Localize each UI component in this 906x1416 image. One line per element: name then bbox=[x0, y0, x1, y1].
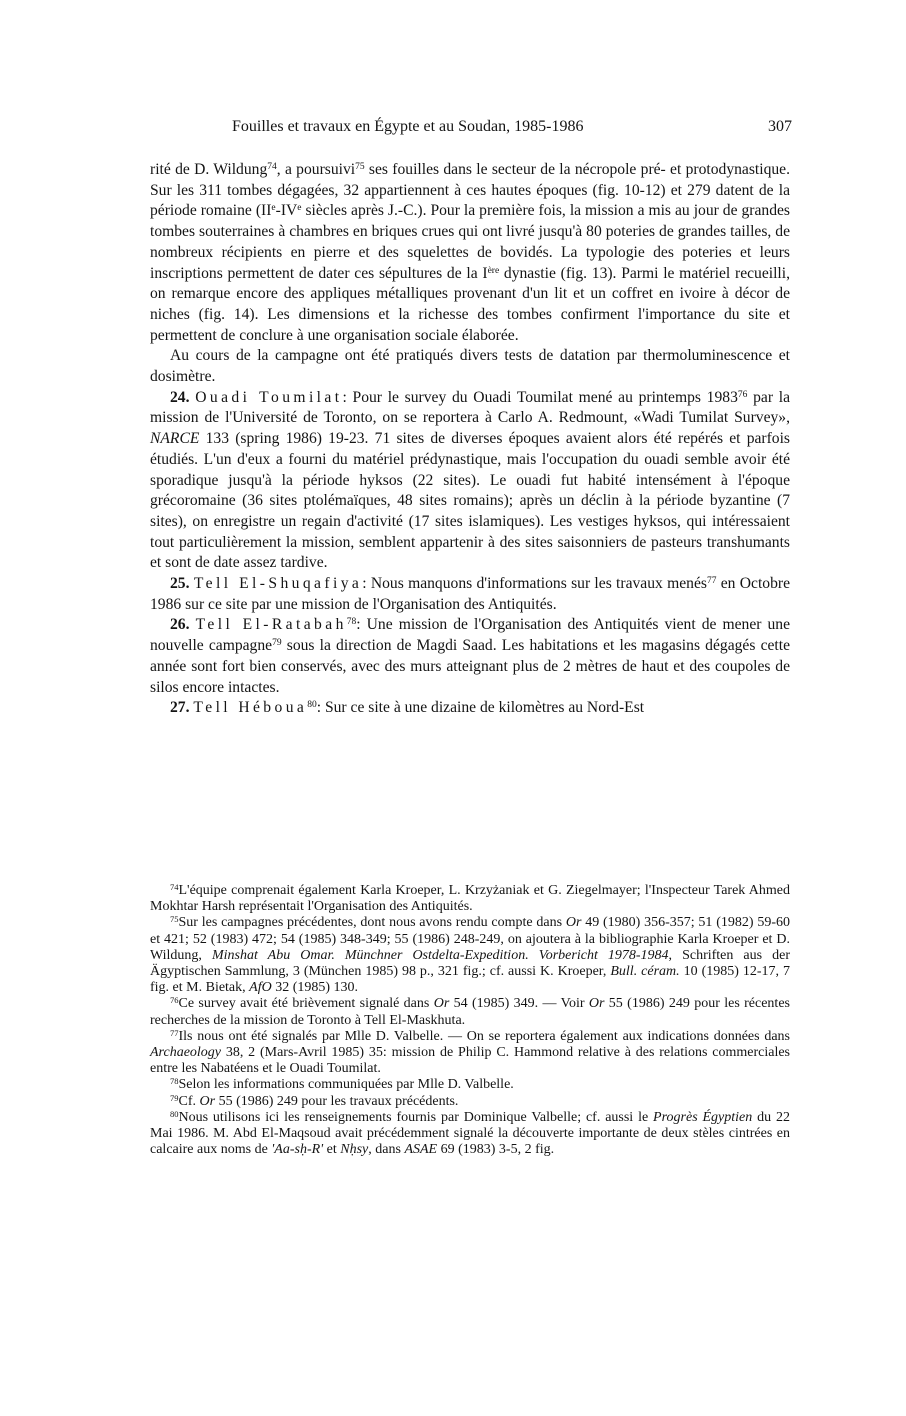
footnote-number: 74 bbox=[170, 882, 179, 892]
site-name: Tell El-Ratabah bbox=[195, 616, 347, 634]
section-number: 25. bbox=[170, 575, 190, 593]
footnote-74: $^{74}$L'équipe comprenait également Karla Kroeper, L. Krzyżaniak et G. Ziegelmayer; l'Inspecteur Tarek Ahmed Mokhtar Harsh représentait l'Organisation des Antiquités. bbox=[150, 882, 790, 915]
paragraph-tell-heboua: 27. Tell Héboua$^{80}$: Sur ce site à une dizaine de kilomètres au Nord-Est bbox=[170, 699, 645, 717]
footnotes bbox=[150, 883, 790, 1158]
paragraph-ouadi-toumilat: 24. Ouadi Toumilat: Pour le survey du Ouadi Toumilat mené au printemps 1983$^{76}$ par la mission de l'Université de Toronto, on se reportera à Carlo A. Redmount, «Wadi Tumilat Survey», NARCE 133 (spring 1986) 19-23. 71 sites de diverses époques avaient alors été repérés et parfois étudiés. L'un d'eux a fourni du matériel prédynastique, mais l'occupation du ouadi semble avoir été sporadique jusqu'à la période hyksos (22 sites). Le ouadi fut habité intensément à l'époque grécoromaine (36 sites ptolémaïques, 48 sites romains); après un déclin à la période byzantine (7 sites), on enregistre un regain d'activité (17 sites islamiques). Les vestiges hyksos, qui intéressaient tout particulièrement la mission, semblent appartenir à des sites saisonniers de pasteurs transhumants et sont de date assez tardive. bbox=[150, 388, 790, 572]
footnote-75: $^{75}$Sur les campagnes précédentes, dont nous avons rendu compte dans Or 49 (1980) 356-357; 51 (1982) 59-60 et 421; 52 (1983) 472; 54 (1985) 348-349; 55 (1986) 248-249, on ajoutera à la bibliographie Karla Kroeper et D. Wildung, Minshat Abu Omar. Münchner Ostdelta-Expedition. Vorbericht 1978-1984, Schriften aus der Ägyptischen Sammlung, 3 (München 1985) 98 p., 321 fig.; cf. aussi K. Kroeper, Bull. céram. 10 (1985) 12-17, 7 fig. et M. Bietak, AfO 32 (1985) 130. bbox=[150, 914, 790, 996]
paragraph-tell-el-ratabah: 26. Tell El-Ratabah$^{78}$: Une mission de l'Organisation des Antiquités vient de mener une nouvelle campagne$^{79}$ sous la direction de Magdi Saad. Les habitations et les magasins dégagés cette année sont fort bien conservés, avec des murs atteignant plus de 2 mètres de haut et des coupoles de silos encore intactes. bbox=[150, 616, 790, 696]
page-number: 307 bbox=[768, 118, 792, 135]
journal-title: NARCE bbox=[150, 430, 200, 448]
footnote-number: 77 bbox=[170, 1027, 179, 1038]
section-number: 24. bbox=[170, 388, 190, 406]
footnote-number: 75 bbox=[170, 914, 179, 925]
paragraph-datation: Au cours de la campagne ont été pratiqués divers tests de datation par thermoluminescence et dosimètre. bbox=[150, 347, 790, 386]
footnote-number: 76 bbox=[170, 995, 179, 1006]
footnote-76: $^{76}$Ce survey avait été brièvement signalé dans Or 54 (1985) 349. — Voir Or 55 (1986) 249 pour les récentes recherches de la mission de Toronto à Tell El-Maskhuta. bbox=[150, 995, 790, 1028]
site-name: Tell Héboua bbox=[193, 699, 308, 717]
footnote-ref-74: 74 bbox=[267, 162, 277, 172]
paragraph-wildung: rité de D. Wildung$^{74}$, a poursuivi$^{75}$ ses fouilles dans le secteur de la nécropole pré- et protodynastique. Sur les 311 tombes dégagées, 32 appartiennent à ces hautes époques (fig. 10-12) et 279 datent de la période romaine (IIe-IVe siècles après J.-C.). Pour la première fois, la mission a mis au jour de grandes tombes souterraines à chambres en briques crues qui ont livré jusqu'à 80 poteries de grandes tailles, de nombreux récipients en pierre et des squelettes de bovidés. La typologie des poteries et leurs inscriptions permettent de dater ces sépultures de la Ière dynastie (fig. 13). Parmi le matériel recueilli, on remarque encore des appliques métalliques provenant d'un lit et un coffret en ivoire à décor de niches (fig. 14). Les dimensions et la richesse des tombes confirment l'importance du site et permettent de conclure à une organisation sociale élaborée. bbox=[150, 161, 790, 344]
footnote-ref-75: 75 bbox=[355, 162, 365, 172]
paragraph-tell-el-shuqafiya: 25. Tell El-Shuqafiya: Nous manquons d'informations sur les travaux menés$^{77}$ en Octobre 1986 sur ce site par une mission de l'Organisation des Antiquités. bbox=[150, 575, 790, 613]
footnote-77: $^{77}$Ils nous ont été signalés par Mlle D. Valbelle. — On se reportera également aux indications données dans Archaeology 38, 2 (Mars-Avril 1985) 35: mission de Philip C. Hammond relative à des relations commerciales entre les Nabatéens et le Ouadi Toumilat. bbox=[150, 1027, 790, 1077]
footnote-ref-76: 76 bbox=[737, 389, 748, 400]
main-text bbox=[150, 160, 790, 719]
section-number: 26. bbox=[170, 616, 190, 634]
section-number: 27. bbox=[170, 699, 190, 717]
footnote-ref-80: 80 bbox=[307, 700, 317, 711]
footnote-number: 79 bbox=[170, 1092, 179, 1103]
site-name: Tell El-Shuqafiya bbox=[193, 575, 363, 593]
running-header bbox=[150, 118, 792, 142]
site-name: Ouadi Toumilat bbox=[195, 388, 343, 406]
footnote-ref-79: 79 bbox=[272, 638, 282, 649]
running-title: Fouilles et travaux en Égypte et au Soudan, 1985-1986 bbox=[232, 118, 584, 135]
footnote-number: 78 bbox=[170, 1076, 179, 1087]
footnote-number: 80 bbox=[170, 1108, 179, 1119]
book-title: Minshat Abu Omar. Münchner Ostdelta-Expedition. Vorbericht 1978-1984 bbox=[211, 947, 669, 963]
footnote-80: $^{80}$Nous utilisons ici les renseignements fournis par Dominique Valbelle; cf. aussi le Progrès Égyptien du 22 Mai 1986. M. Abd El-Maqsoud avait précédemment signalé la découverte importante de deux stèles cintrées en calcaire aux noms de 'Aa-sḥ-R' et Nḥsy, dans ASAE 69 (1983) 3-5, 2 fig. bbox=[150, 1108, 790, 1158]
footnote-ref-77: 77 bbox=[706, 576, 717, 587]
footnote-79: $^{79}$Cf. Or 55 (1986) 249 pour les travaux précédents. bbox=[170, 1092, 459, 1109]
footnote-78: $^{78}$Selon les informations communiquées par Mlle D. Valbelle. bbox=[170, 1076, 514, 1093]
footnote-ref-78: 78 bbox=[346, 617, 357, 628]
